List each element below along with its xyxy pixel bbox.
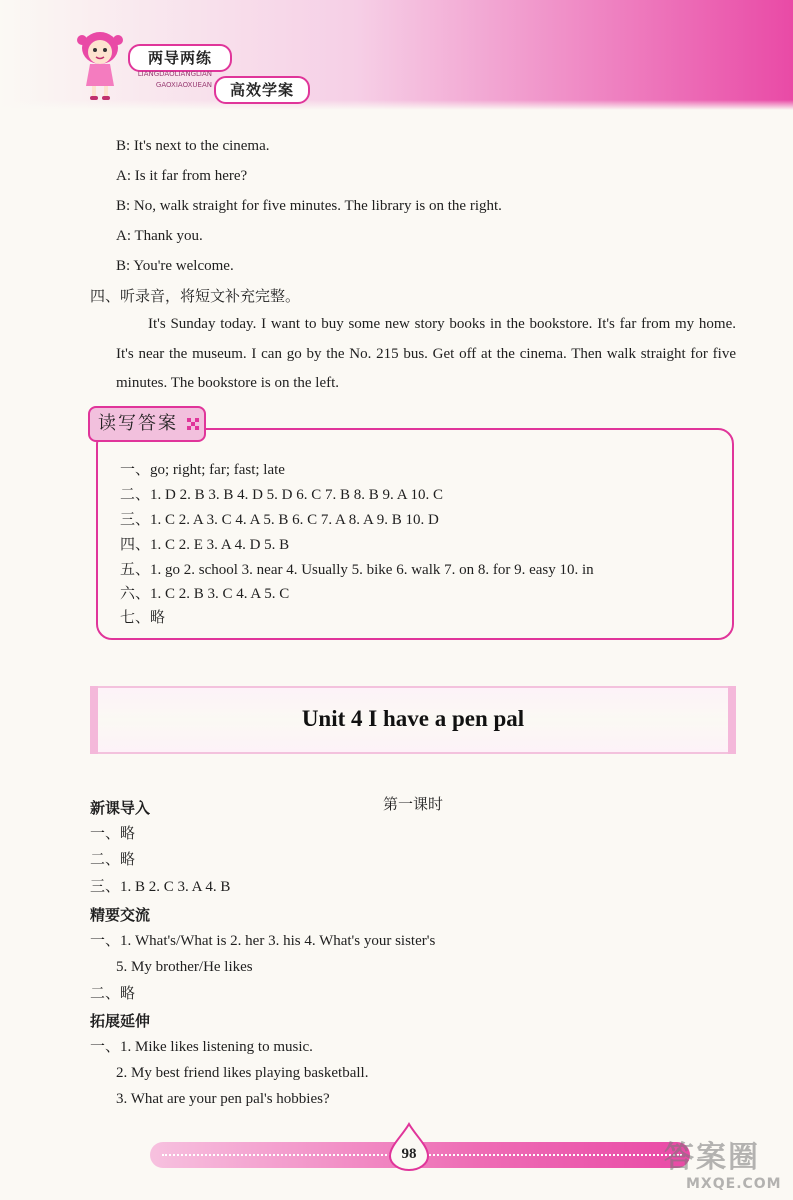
answer-line: 一、go; right; far; fast; late — [120, 462, 285, 478]
watermark — [660, 1132, 790, 1198]
series-pinyin-line-1: LIANGDAOLIANGLIAN — [137, 70, 212, 78]
section-heading-intro: 新课导入 — [90, 799, 151, 817]
dialogue-line: A: Thank you. — [116, 228, 203, 244]
unit-title: Unit 4 I have a pen pal — [301, 706, 525, 731]
answer-line: 七、略 — [120, 610, 166, 626]
dialogue-line: A: Is it far from here? — [116, 168, 248, 184]
series-pinyin — [116, 69, 212, 91]
exchange-line: 5. My brother/He likes — [116, 959, 253, 975]
extend-line: 2. My best friend likes playing basketball. — [116, 1065, 369, 1081]
watermark-en: MXQE.COM — [686, 1176, 782, 1192]
answer-line: 五、1. go 2. school 3. near 4. Usually 5. bike 6. walk 7. on 8. for 9. easy 10. in — [120, 562, 594, 578]
answer-line: 六、1. C 2. B 3. C 4. A 5. C — [120, 586, 290, 602]
dialogue-line: B: No, walk straight for five minutes. The library is on the right. — [116, 198, 502, 214]
series-pinyin-line-2: GAOXIAOXUEAN — [155, 81, 212, 89]
dialogue-line: B: It's next to the cinema. — [116, 138, 270, 154]
extend-line: 一、1. Mike likes listening to music. — [90, 1039, 313, 1055]
page-number: 98 — [401, 1146, 417, 1162]
exchange-line: 一、1. What's/What is 2. her 3. his 4. What's your sister's — [90, 933, 436, 949]
section-heading-exchange: 精要交流 — [90, 906, 151, 924]
section-four-heading: 四、听录音，将短文补充完整。 — [90, 287, 301, 305]
answer-line: 四、1. C 2. E 3. A 4. D 5. B — [120, 537, 290, 553]
dialogue-line: B: You're welcome. — [116, 258, 234, 274]
lesson-title: 第一课时 — [382, 795, 443, 813]
section-heading-extend: 拓展延伸 — [90, 1012, 151, 1030]
watermark-cn: 答案圈 — [664, 1140, 760, 1175]
intro-line: 二、略 — [90, 852, 136, 868]
answer-tag — [88, 406, 206, 442]
dotted-square-icon — [186, 417, 200, 431]
intro-line: 三、1. B 2. C 3. A 4. B — [90, 879, 231, 895]
extend-line: 3. What are your pen pal's hobbies? — [116, 1091, 330, 1107]
section-four-paragraph: It's Sunday today. I want to buy some new story books in the bookstore. It's far from my home. It's near the museum. I can go by the No. 215 bus. Get off at the cinema. Then walk straight for five minutes. The bookstore is on the left. — [116, 316, 736, 391]
answer-line: 二、1. D 2. B 3. B 4. D 5. D 6. C 7. B 8. B 9. A 10. C — [120, 487, 443, 503]
intro-line: 一、略 — [90, 826, 136, 842]
answer-line: 三、1. C 2. A 3. C 4. A 5. B 6. C 7. A 8. A 9. B 10. D — [120, 512, 439, 528]
answer-tag-label: 读写答案 — [98, 413, 178, 434]
subtitle-badge: 高效学案 — [214, 76, 310, 104]
series-title-badge: 两导两练 — [128, 44, 232, 72]
exchange-line: 二、略 — [90, 986, 136, 1002]
